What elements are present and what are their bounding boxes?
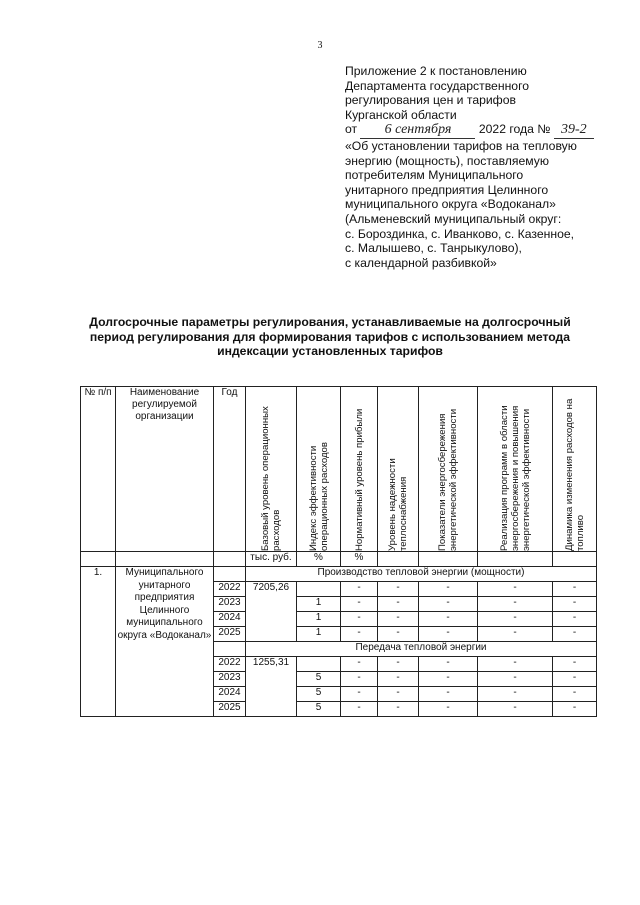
unit-cell — [214, 552, 246, 567]
programs-cell: - — [478, 702, 553, 717]
profit-cell: - — [341, 672, 378, 687]
header-index-text: Индекс эффективности операционных расходов — [307, 442, 330, 551]
reliability-cell: - — [378, 612, 419, 627]
header-programs-text: Реализация программ в области энергосбережения и повышения энергетической эффективности — [498, 405, 532, 551]
title-line: Долгосрочные параметры регулирования, устанавливаемые на долгосрочный — [89, 315, 571, 329]
appendix-line: потребителям Муниципального — [345, 168, 524, 183]
title-line: период регулирования для формирования тарифов с использованием метода — [89, 329, 571, 344]
index-cell — [297, 657, 341, 672]
unit-cell — [478, 552, 553, 567]
index-cell: 5 — [297, 687, 341, 702]
index-cell: 5 — [297, 702, 341, 717]
base-level-cell: 7205,26 — [246, 582, 297, 642]
units-row — [81, 552, 597, 567]
reliability-cell: - — [378, 582, 419, 597]
unit-cell — [378, 552, 419, 567]
fuel-cell: - — [553, 582, 597, 597]
header-reliability-text: Уровень надежности теплоснабжения — [387, 458, 409, 551]
energy-cell: - — [419, 702, 478, 717]
year-cell: 2023 — [214, 597, 246, 612]
header-index — [297, 387, 341, 552]
energy-cell: - — [419, 672, 478, 687]
appendix-line: Курганской области — [345, 107, 457, 122]
reliability-cell: - — [378, 597, 419, 612]
fuel-cell: - — [553, 657, 597, 672]
appendix-line: энергию (мощность), поставляемую — [345, 153, 550, 168]
profit-cell: - — [341, 582, 378, 597]
header-energy — [419, 387, 478, 552]
header-programs — [478, 387, 553, 552]
profit-cell: - — [341, 702, 378, 717]
section-title: Передача тепловой энергии — [246, 642, 597, 657]
header-no: № п/п — [81, 387, 116, 552]
programs-cell: - — [478, 597, 553, 612]
energy-cell: - — [419, 657, 478, 672]
appendix-line: с календарной разбивкой» — [345, 255, 497, 270]
organization-name: Муниципального унитарного предприятия Целинного муниципального округа «Водоканал» — [116, 567, 214, 717]
appendix-line: Приложение 2 к постановлению — [345, 64, 527, 78]
programs-cell: - — [478, 672, 553, 687]
programs-cell: - — [478, 582, 553, 597]
energy-cell: - — [419, 597, 478, 612]
appendix-date-line — [345, 122, 615, 139]
header-base — [246, 387, 297, 552]
fuel-cell: - — [553, 597, 597, 612]
header-fuel — [553, 387, 597, 552]
base-level-cell: 1255,31 — [246, 657, 297, 717]
section-title: Производство тепловой энергии (мощности) — [246, 567, 597, 582]
programs-cell: - — [478, 657, 553, 672]
year-cell: 2025 — [214, 702, 246, 717]
profit-cell: - — [341, 627, 378, 642]
year-cell: 2022 — [214, 657, 246, 672]
index-cell: 1 — [297, 597, 341, 612]
appendix-line: унитарного предприятия Целинного — [345, 182, 549, 197]
unit-index: % — [297, 552, 341, 567]
appendix-line: с. Малышево, с. Танрыкулово), — [345, 241, 522, 256]
appendix-block — [345, 64, 615, 270]
appendix-line: муниципального округа «Водоканал» — [345, 197, 556, 212]
fuel-cell: - — [553, 612, 597, 627]
unit-cell — [81, 552, 116, 567]
index-cell: 1 — [297, 627, 341, 642]
energy-cell: - — [419, 582, 478, 597]
fuel-cell: - — [553, 672, 597, 687]
section-spacer — [214, 642, 246, 657]
unit-profit: % — [341, 552, 378, 567]
handwritten-number: 39-2 — [554, 123, 594, 139]
header-year: Год — [214, 387, 246, 552]
reliability-cell: - — [378, 657, 419, 672]
reliability-cell: - — [378, 627, 419, 642]
index-cell: 5 — [297, 672, 341, 687]
fuel-cell: - — [553, 627, 597, 642]
table-body — [81, 567, 597, 717]
appendix-line: с. Бороздинка, с. Иванково, с. Казенное, — [345, 226, 575, 241]
reliability-cell: - — [378, 687, 419, 702]
unit-base: тыс. руб. — [246, 552, 297, 567]
reliability-cell: - — [378, 672, 419, 687]
year-cell: 2022 — [214, 582, 246, 597]
section-spacer — [214, 567, 246, 582]
header-row — [81, 387, 597, 552]
programs-cell: - — [478, 627, 553, 642]
energy-cell: - — [419, 627, 478, 642]
header-reliability — [378, 387, 419, 552]
year-label: 2022 года № — [478, 122, 551, 137]
year-cell: 2023 — [214, 672, 246, 687]
profit-cell: - — [341, 657, 378, 672]
energy-cell: - — [419, 687, 478, 702]
header-name: Наименование регулируемой организации — [116, 387, 214, 552]
page-number: 3 — [317, 40, 323, 51]
document-title — [60, 315, 600, 359]
fuel-cell: - — [553, 702, 597, 717]
from-label: от — [345, 122, 358, 137]
header-profit — [341, 387, 378, 552]
index-cell: 1 — [297, 612, 341, 627]
year-cell: 2024 — [214, 687, 246, 702]
header-base-text: Базовый уровень операционных расходов — [260, 406, 282, 551]
header-energy-text: Показатели энергосбережения энергетической эффективности — [437, 408, 459, 551]
year-cell: 2025 — [214, 627, 246, 642]
appendix-line: Департамента государственного — [345, 78, 530, 93]
section-row — [81, 567, 597, 582]
title-line: индексации установленных тарифов — [217, 344, 443, 358]
row-number: 1. — [81, 567, 116, 717]
programs-cell: - — [478, 687, 553, 702]
appendix-line: регулирования цен и тарифов — [345, 93, 516, 108]
unit-cell — [553, 552, 597, 567]
unit-cell — [116, 552, 214, 567]
profit-cell: - — [341, 687, 378, 702]
energy-cell: - — [419, 612, 478, 627]
index-cell — [297, 582, 341, 597]
header-fuel-text: Динамика изменения расходов на топливо — [563, 398, 586, 551]
year-cell: 2024 — [214, 612, 246, 627]
fuel-cell: - — [553, 687, 597, 702]
appendix-line: (Альменевский муниципальный округ: — [345, 211, 562, 226]
profit-cell: - — [341, 597, 378, 612]
header-profit-text: Нормативный уровень прибыли — [353, 408, 365, 551]
unit-cell — [419, 552, 478, 567]
reliability-cell: - — [378, 702, 419, 717]
handwritten-date: 6 сентября — [360, 123, 475, 139]
programs-cell: - — [478, 612, 553, 627]
profit-cell: - — [341, 612, 378, 627]
appendix-line: «Об установлении тарифов на тепловую — [345, 138, 577, 153]
parameters-table — [80, 386, 597, 717]
